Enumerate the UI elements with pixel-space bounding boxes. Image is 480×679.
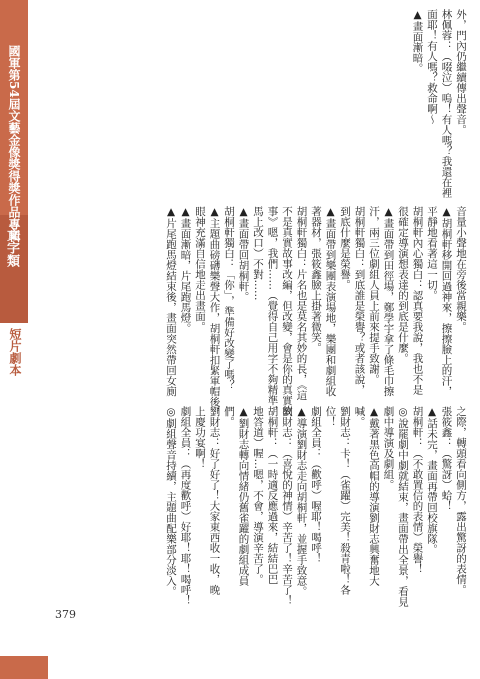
script-line: 馬上改口）不對…… bbox=[252, 206, 264, 301]
script-line: 胡桐軒獨白：「你」，準備好改變了嗎？ bbox=[223, 206, 235, 390]
script-line: 之際，轉頭看向側方，露出驚訝的表情。 bbox=[455, 406, 467, 595]
section-label: 文字類 bbox=[4, 228, 19, 267]
script-line: 劉財志：卡！（雀躍）完美！殺青啦！各 bbox=[339, 406, 351, 595]
script-line: ▲畫面帶到田徑場，鄭學宇拿了條毛巾擦 bbox=[382, 206, 395, 397]
script-line: 胡桐軒獨白：到底誰是榮譽？或者該說， bbox=[353, 206, 366, 395]
script-line: 外，門內仍繼續傳出聲音。 bbox=[455, 9, 467, 135]
script-line: 劉財志：好了好了！大家東西收一收，晚 bbox=[208, 406, 221, 595]
script-line: ▲畫面帶到樂團表演場地，樂團和劇組收 bbox=[324, 206, 337, 397]
script-line: 劇組全員：（再度歡呼）好耶！耶！喝呼！ bbox=[179, 406, 192, 606]
script-line: ▲話未完，畫面再帶回校旗隊。 bbox=[426, 406, 438, 555]
script-line: 地答道）喔…嗯，不會，導演辛苦了。 bbox=[252, 406, 264, 585]
script-line: 胡桐軒：（不敢置信的表情）榮譽！ bbox=[411, 406, 424, 574]
script-line: 汗，兩三位劇組人員上前來提手致謝。 bbox=[368, 206, 380, 385]
genre-label: 短片劇本 bbox=[8, 328, 22, 376]
script-line: 胡桐軒獨白：片名也是莫名其妙的長，《這 bbox=[295, 206, 308, 401]
script-line: 喊。 bbox=[353, 406, 366, 427]
script-line: 事》嗯，我們……（覺得自己用字不夠精準， bbox=[266, 206, 279, 416]
script-line: 們。 bbox=[223, 406, 235, 427]
script-line: 林佩蓉：（啜泣）嗚！有人嗎？我還在裡 bbox=[440, 9, 453, 198]
script-line: ▲畫面帶回胡桐軒。 bbox=[237, 206, 250, 302]
script-line: 不是真實故事改編，但改變，會是你的真實故 bbox=[281, 206, 293, 416]
script-line: 到底什麼是榮譽。 bbox=[339, 206, 351, 290]
script-line: 劇中導演及劇組。 bbox=[382, 406, 395, 490]
script-line: 張筱鑫：（驚訝）蛤！ bbox=[440, 406, 453, 511]
script-line: ▲劉財志轉向情緒仍舊雀躍的劇組成員 bbox=[237, 406, 250, 586]
script-line: ▲戴著黑色高帽的導演劉財志興奮地大 bbox=[368, 406, 380, 586]
script-line: 很確定導演想表達的到底是什麼。 bbox=[397, 206, 409, 364]
script-line: 平靜地看著這一切。 bbox=[426, 206, 438, 301]
text-column-1 bbox=[410, 9, 468, 199]
script-line: ▲畫面漸暗。 bbox=[411, 9, 424, 74]
script-line: ▲導演劉財志走向胡桐軒，並握手致意。 bbox=[295, 406, 308, 597]
script-line: ▲主題曲磅礴樂聲大作，胡桐軒扣緊軍帽後， bbox=[208, 206, 221, 418]
publication-title: 國軍第54屆文藝金像獎得獎作品專輯 bbox=[7, 45, 21, 242]
script-line: 劉財志：（喜悅的神情）辛苦了！辛苦了！ bbox=[281, 406, 293, 606]
script-line: ▲胡桐軒移開回過神來，擦擦臉上的汗， bbox=[440, 206, 453, 397]
script-line: 眼神充滿自信地走出畫面。 bbox=[194, 206, 206, 332]
script-line: 面耶！有人嗎？救命啊～ bbox=[426, 9, 438, 125]
script-line: ▲片尾跑馬燈結束後，畫面突然帶回女廁 bbox=[165, 206, 177, 397]
page-number: 379 bbox=[55, 608, 76, 621]
script-line: ◎劇組聲音持續，主題曲配樂部分淡入。 bbox=[165, 406, 177, 597]
script-line: 位！ bbox=[324, 406, 337, 427]
text-column-2 bbox=[164, 206, 469, 418]
script-line: ▲畫面漸暗，片尾跑馬燈。 bbox=[179, 206, 192, 334]
script-line: ◎說罷劇中劇就結束，畫面帶出全景，看見 bbox=[397, 406, 409, 607]
script-line: 胡桐軒內心獨白：認真要我說，我也不是 bbox=[411, 206, 424, 395]
bottom-tab bbox=[0, 656, 48, 679]
script-line: 著器材，張筱鑫臉上掛著微笑。 bbox=[310, 206, 322, 353]
script-line: 胡桐軒：（一時適反應過來，結結巴巴 bbox=[266, 406, 279, 585]
script-line: 音量小聲地在旁後當親樂。 bbox=[455, 206, 467, 332]
script-line: 上慶功宴啊！ bbox=[194, 406, 206, 469]
text-column-3 bbox=[164, 406, 469, 607]
script-line: 劇組全員：（歡呼）喔耶！喝呼！ bbox=[310, 406, 322, 564]
